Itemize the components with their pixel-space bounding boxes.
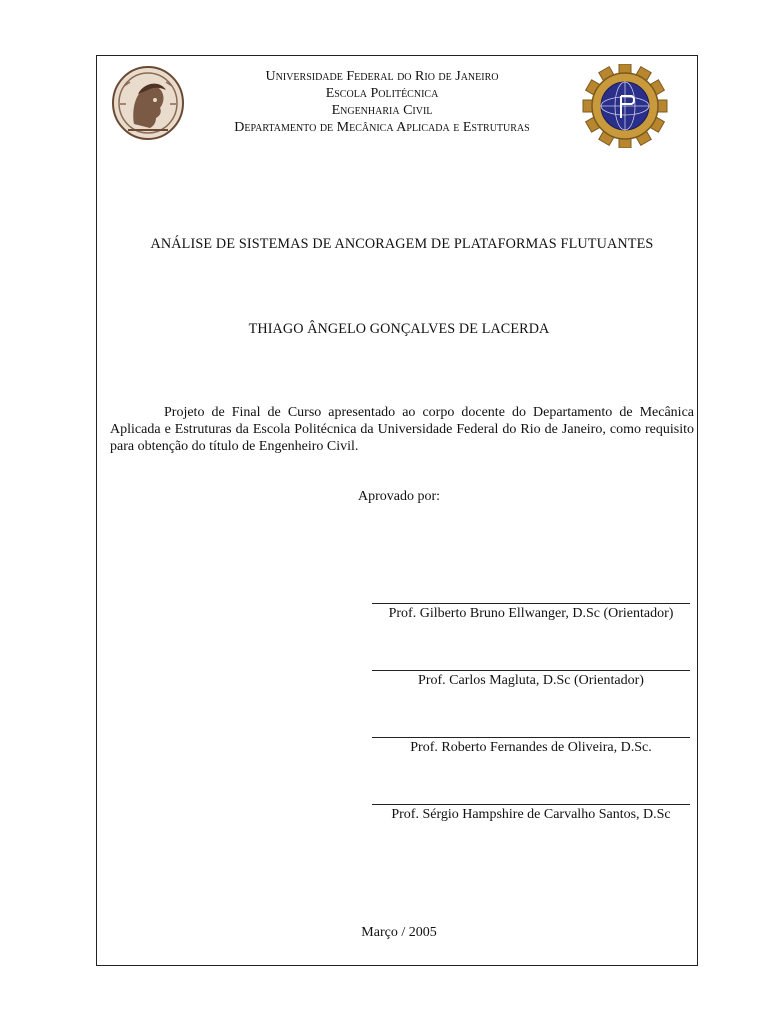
signature-block — [372, 670, 690, 689]
signatory-name: Prof. Roberto Fernandes de Oliveira, D.Sc. — [410, 740, 652, 755]
signature-block — [372, 603, 690, 622]
signature-block — [372, 737, 690, 756]
approved-label: Aprovado por: — [357, 489, 441, 504]
department-name: Departamento de Mecânica Aplicada e Estruturas — [234, 120, 530, 135]
page-border — [96, 55, 698, 966]
signature-line — [372, 670, 690, 671]
document-date: Março / 2005 — [361, 925, 437, 940]
signatory-name: Prof. Gilberto Bruno Ellwanger, D.Sc (Orientador) — [388, 606, 674, 621]
institution-header — [190, 68, 574, 136]
polytechnic-gear-seal-icon — [580, 64, 670, 148]
author-name: THIAGO ÂNGELO GONÇALVES DE LACERDA — [248, 321, 550, 337]
signature-block — [372, 804, 690, 823]
university-seal-icon — [110, 64, 186, 142]
course-name: Engenharia Civil — [331, 103, 433, 118]
signature-line — [372, 737, 690, 738]
signature-line — [372, 804, 690, 805]
school-name: Escola Politécnica — [325, 86, 439, 101]
project-description: Projeto de Final de Curso apresentado ao corpo docente do Departamento de Mecânica Aplicada e Estruturas da Escola Politécnica da Universidade Federal do Rio de Janeiro, como requisito para obtenção do título de Engenheiro Civil. — [110, 405, 694, 454]
document-title: ANÁLISE DE SISTEMAS DE ANCORAGEM DE PLATAFORMAS FLUTUANTES — [150, 236, 654, 252]
signatory-name: Prof. Carlos Magluta, D.Sc (Orientador) — [418, 673, 644, 688]
signatory-name: Prof. Sérgio Hampshire de Carvalho Santos, D.Sc — [391, 807, 671, 822]
university-name: Universidade Federal do Rio de Janeiro — [265, 69, 499, 84]
signature-line — [372, 603, 690, 604]
